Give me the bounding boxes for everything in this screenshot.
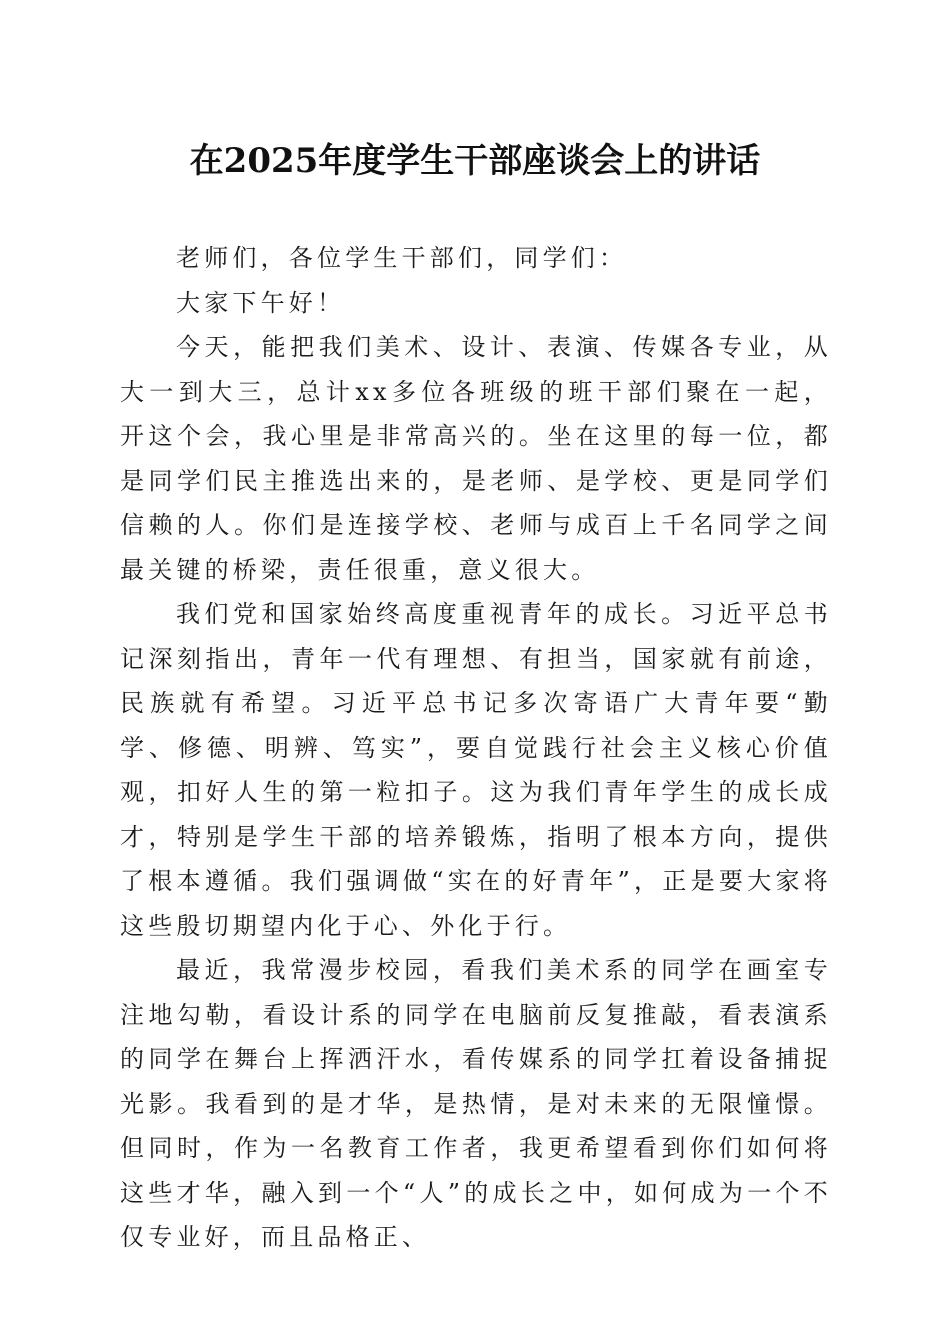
body-paragraph: 最近，我常漫步校园，看我们美术系的同学在画室专注地勾勒，看设计系的同学在电脑前反复推敲，看表演系的同学在舞台上挥洒汗水，看传媒系的同学扛着设备捕捉光影。我看到的是才华，是热情，是对未来的无限憧憬。但同时，作为一名教育工作者，我更希望看到你们如何将这些才华，融入到一个“人”的成长之中，如何成为一个不仅专业好，而且品格正、: [120, 956, 832, 1251]
document-body: [120, 236, 832, 1260]
body-paragraph: 今天，能把我们美术、设计、表演、传媒各专业，从大一到大三，总计xx多位各班级的班干部们聚在一起，开这个会，我心里是非常高兴的。坐在这里的每一位，都是同学们民主推选出来的，是老师、是学校、更是同学们信赖的人。你们是连接学校、老师与成百上千名同学之间最关键的桥梁，责任很重，意义很大。: [120, 333, 832, 584]
greeting-paragraph: 大家下午好！: [176, 288, 346, 317]
document-title: 在2025年度学生干部座谈会上的讲话: [189, 141, 761, 181]
salutation-paragraph: 老师们，各位学生干部们，同学们：: [176, 244, 628, 272]
body-paragraph: 我们党和国家始终高度重视青年的成长。习近平总书记深刻指出，青年一代有理想、有担当，国家就有前途，民族就有希望。习近平总书记多次寄语广大青年要“勤学、修德、明辨、笃实”，要自觉践行社会主义核心价值观，扣好人生的第一粒扣子。这为我们青年学生的成长成才，特别是学生干部的培养锻炼，指明了根本方向，提供了根本遵循。我们强调做“实在的好青年”，正是要大家将这些殷切期望内化于心、外化于行。: [120, 600, 832, 940]
